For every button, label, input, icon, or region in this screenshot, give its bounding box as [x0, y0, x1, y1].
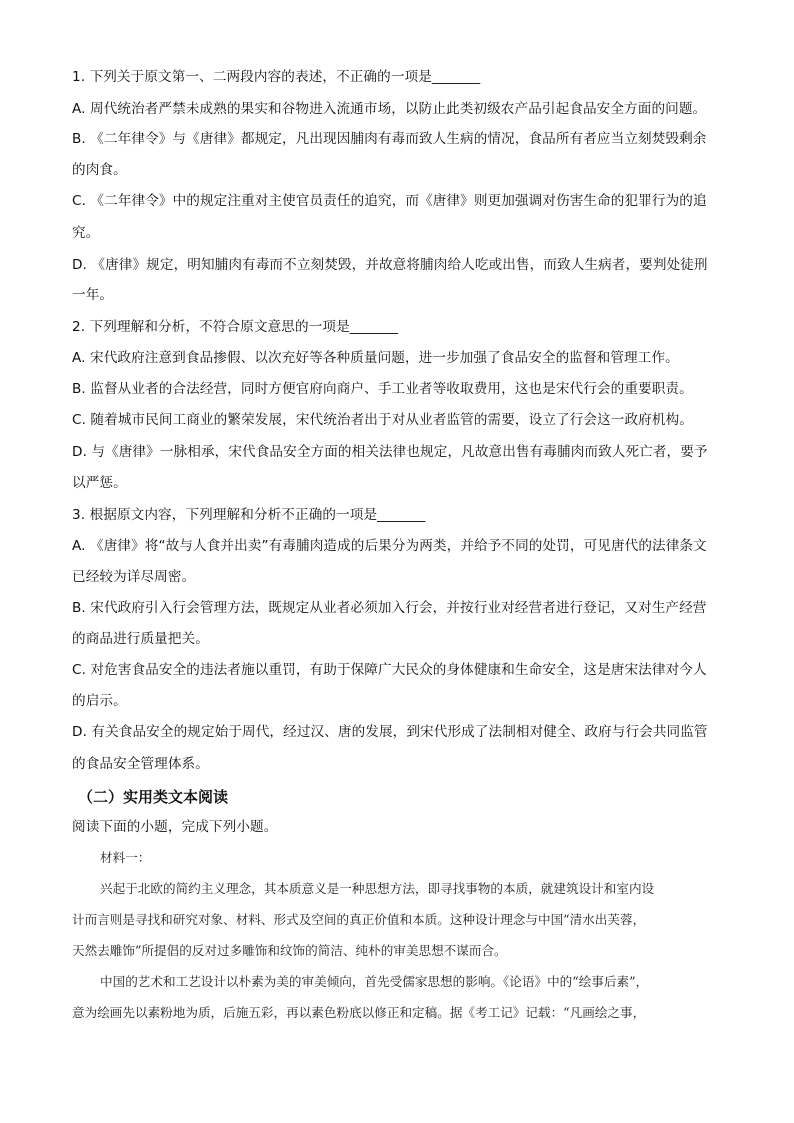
question-3-option-c-line-1: C. 对危害食品安全的违法者施以重罚，有助于保障广大民众的身体健康和生命安全，这是唐宋法律对今人: [72, 662, 707, 678]
material-label: 材料一：: [100, 850, 151, 865]
question-1-option-b-line-2: 的肉食。: [72, 162, 127, 178]
question-2-option-b: B. 监督从业者的合法经营，同时方便官府向商户、手工业者等收取费用，这也是宋代行会的重要职责。: [72, 381, 693, 397]
question-2-option-d-line-2: 以严惩。: [72, 475, 127, 491]
section-instruction: 阅读下面的小题，完成下列小题。: [72, 819, 278, 835]
material-paragraph-2-line-2: 意为绘画先以素粉地为质，后施五彩，再以素色粉底以修正和定稿。据《考工记》记载：“凡画绘之事，: [72, 1005, 646, 1020]
question-2-stem: 2. 下列理解和分析，不符合原文意思的一项是_______: [72, 319, 399, 335]
question-1-option-c-line-2: 究。: [72, 225, 100, 241]
question-1-option-a: A. 周代统治者严禁未成熟的果实和谷物进入流通市场，以防止此类初级农产品引起食品安全方面的问题。: [72, 101, 707, 117]
material-paragraph-1-line-1: 兴起于北欧的简约主义理念，其本质意义是一种思想方法，即寻找事物的本质，就建筑设计和室内设: [100, 881, 655, 896]
question-2-option-d-line-1: D. 与《唐律》一脉相承，宋代食品安全方面的相关法律也规定，凡故意出售有毒脯肉而致人死亡者，要予: [72, 444, 708, 460]
question-1-option-c-line-1: C. 《二年律令》中的规定注重对主使官员责任的追究，而《唐律》则更加强调对伤害生命的犯罪行为的追: [72, 193, 707, 209]
material-paragraph-1-line-3: 天然去雕饰”所提倡的反对过多雕饰和纹饰的简洁、纯朴的审美思想不谋而合。: [72, 943, 507, 958]
question-2-option-a: A. 宋代政府注意到食品掺假、以次充好等各种质量问题，进一步加强了食品安全的监督和管理工作。: [72, 350, 679, 366]
question-3-option-a-line-2: 已经较为详尽周密。: [72, 569, 196, 585]
question-1-option-d-line-2: 一年。: [72, 287, 114, 303]
question-1-option-d-line-1: D. 《唐律》规定，明知脯肉有毒而不立刻焚毁，并故意将脯肉给人吃或出售，而致人生病者，要判处徒刑: [72, 257, 708, 273]
question-3-option-b-line-2: 的商品进行质量把关。: [72, 631, 209, 647]
question-3-option-d-line-2: 的食品安全管理体系。: [72, 756, 209, 772]
question-3-option-d-line-1: D. 有关食品安全的规定始于周代，经过汉、唐的发展，到宋代形成了法制相对健全、政府与行会共同监管: [72, 724, 708, 740]
section-heading: （二）实用类文本阅读: [78, 788, 229, 806]
material-paragraph-2-line-1: 中国的艺术和工艺设计以朴素为美的审美倾向，首先受儒家思想的影响。《论语》中的“绘事后素”，: [100, 974, 649, 989]
question-2-option-c: C. 随着城市民间工商业的繁荣发展，宋代统治者出于对从业者监管的需要，设立了行会这一政府机构。: [72, 412, 693, 428]
question-1-option-b-line-1: B. 《二年律令》与《唐律》都规定，凡出现因脯肉有毒而致人生病的情况，食品所有者应当立刻焚毁剩余: [72, 131, 707, 147]
question-3-option-b-line-1: B. 宋代政府引入行会管理方法，既规定从业者必须加入行会，并按行业对经营者进行登记，又对生产经营: [72, 600, 707, 616]
question-3-option-a-line-1: A. 《唐律》将“故与人食并出卖”有毒脯肉造成的后果分为两类，并给予不同的处罚，可见唐代的法律条文: [72, 538, 707, 554]
question-1-stem: 1. 下列关于原文第一、二两段内容的表述，不正确的一项是_______: [72, 69, 481, 85]
material-paragraph-1-line-2: 计而言则是寻找和研究对象、材料、形式及空间的真正价值和本质。这种设计理念与中国“清水出芙蓉，: [72, 912, 646, 927]
question-3-option-c-line-2: 的启示。: [72, 693, 127, 709]
question-3-stem: 3. 根据原文内容，下列理解和分析不正确的一项是_______: [72, 507, 426, 523]
